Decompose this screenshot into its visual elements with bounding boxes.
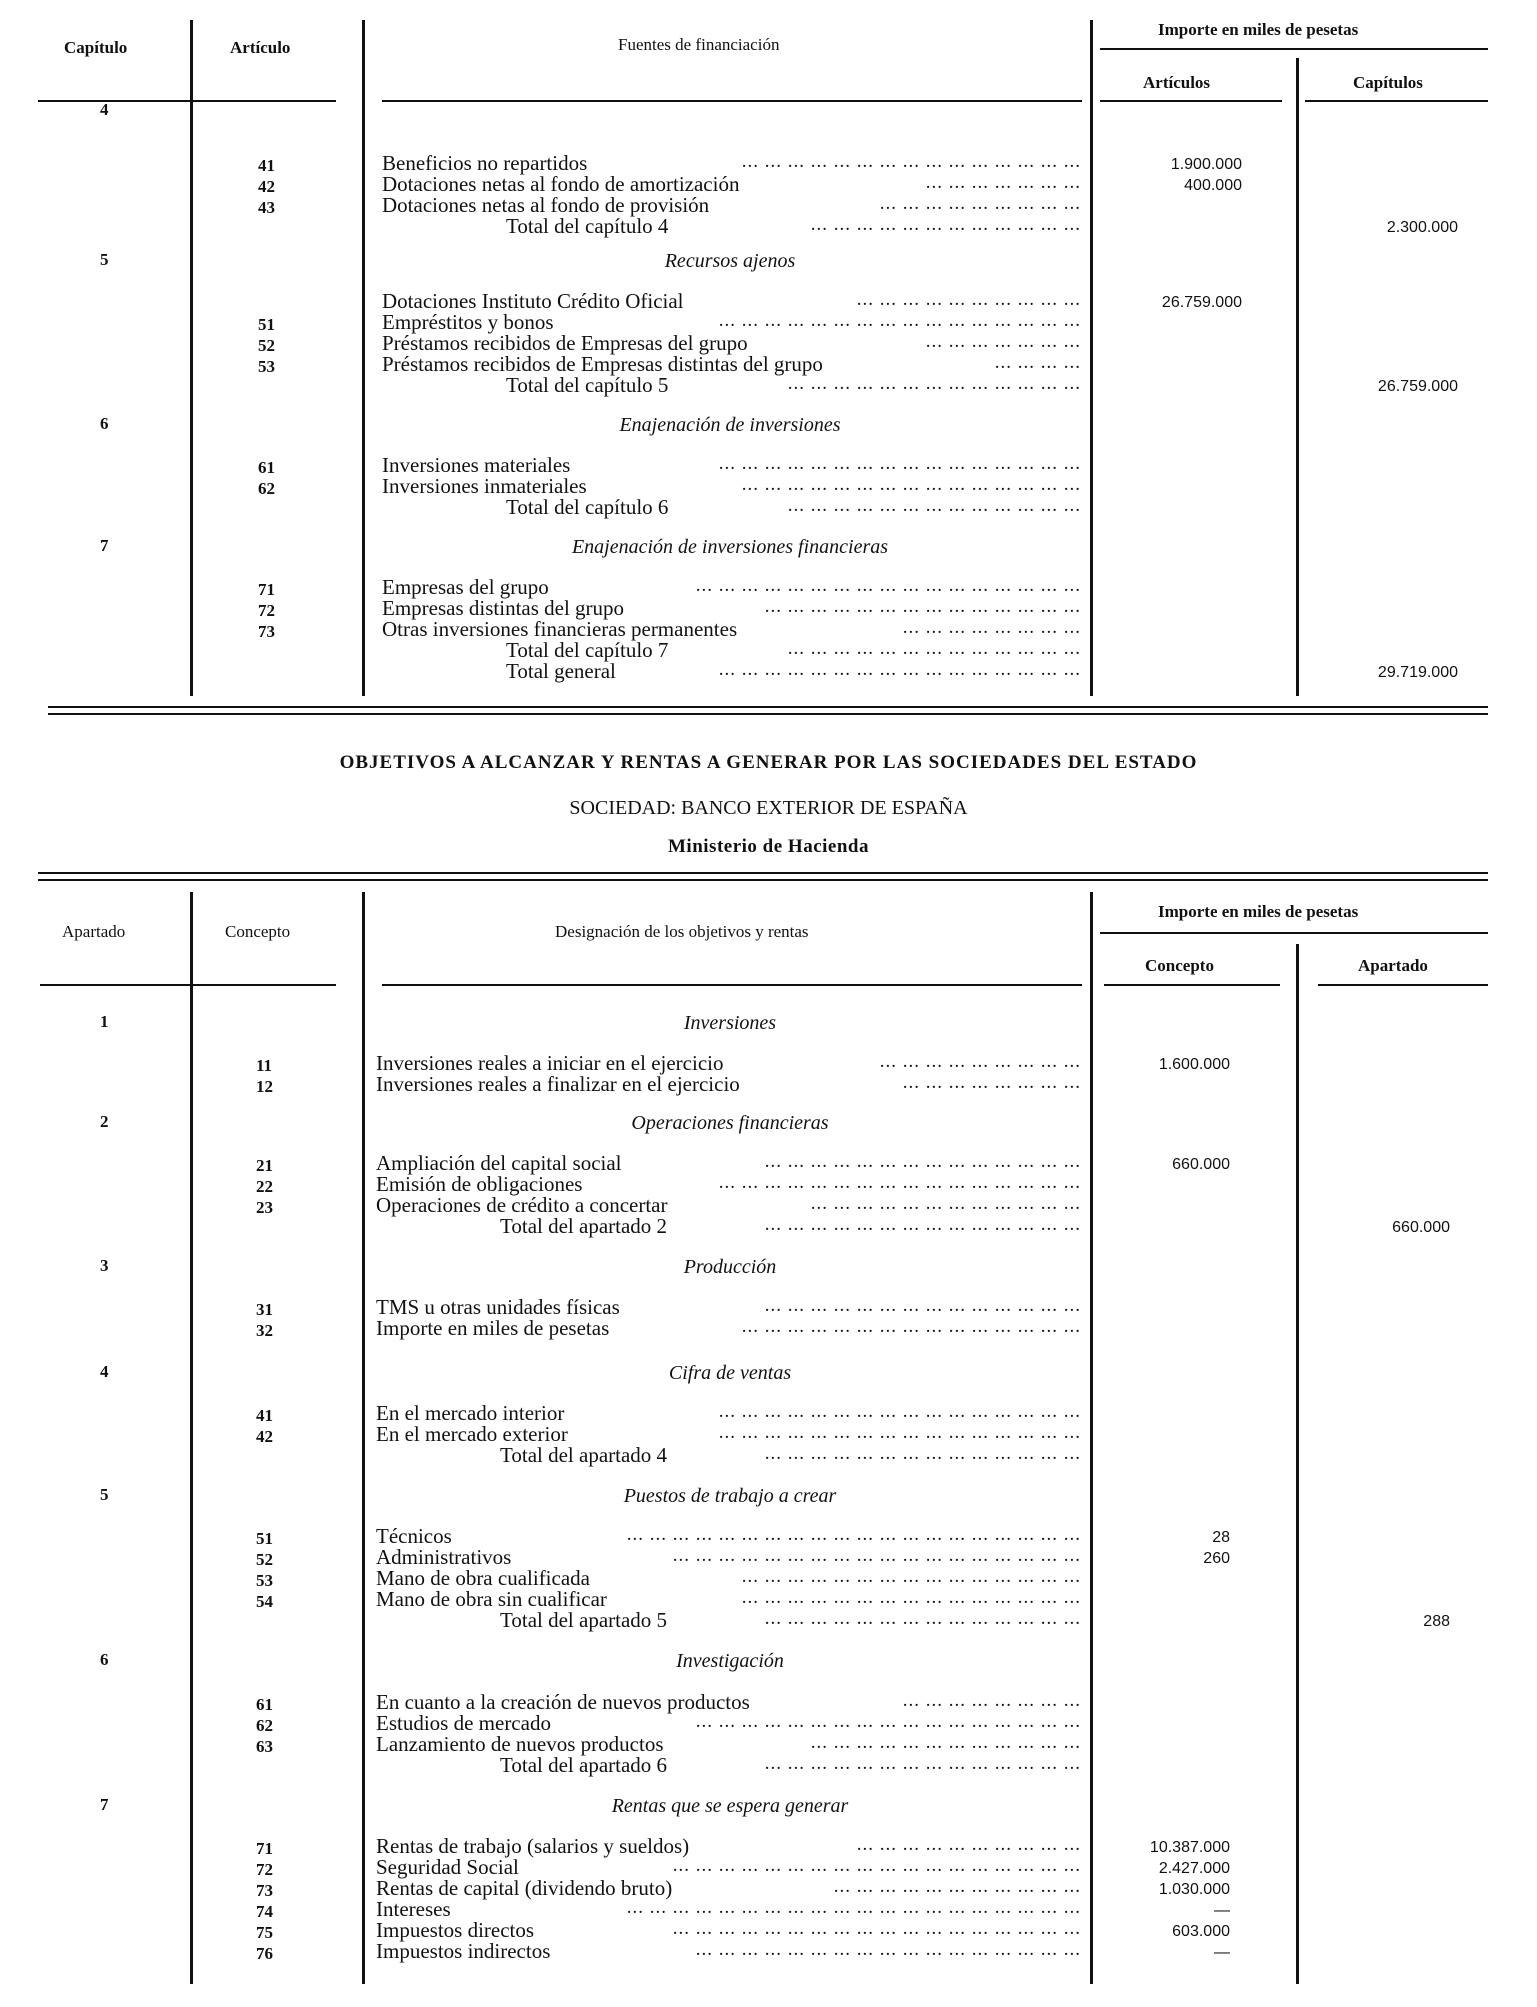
leader-dots: ... ... ... ... ... ... ... ... ... ... ... [833, 1876, 1081, 1897]
value-concepto: 1.600.000 [1158, 1056, 1230, 1073]
row-label: Importe en miles de pesetas [376, 1316, 610, 1340]
row-label: Estudios de mercado [376, 1711, 551, 1735]
section-heading: Investigación [676, 1650, 784, 1672]
header-rule [1305, 100, 1488, 102]
row-label: Mano de obra sin cualificar [376, 1587, 607, 1611]
capitulo-number: 4 [100, 100, 109, 119]
value-concepto: — [1214, 1944, 1230, 1961]
leader-dots: ... ... ... ... ... ... ... ... ... ... ... ... ... ... ... ... [718, 1172, 1081, 1193]
leader-dots: ... ... ... ... ... ... ... ... ... ... ... ... ... ... [764, 1753, 1081, 1774]
row-label: En el mercado interior [376, 1401, 565, 1425]
value-concepto: 28 [1212, 1529, 1230, 1546]
section-heading: Puestos de trabajo a crear [623, 1485, 837, 1507]
concepto-number: 53 [256, 1571, 273, 1590]
value-concepto: 260 [1203, 1550, 1230, 1567]
concepto-number: 32 [256, 1321, 273, 1340]
value-concepto: — [1214, 1902, 1230, 1919]
row-label: Mano de obra cualificada [376, 1566, 590, 1590]
leader-dots: ... ... ... ... ... ... ... ... ... ... ... ... ... ... ... ... [718, 1422, 1081, 1443]
leader-dots: ... ... ... ... ... ... ... ... ... ... ... ... ... ... [764, 596, 1081, 617]
concepto-number: 75 [256, 1923, 273, 1942]
row-label: Lanzamiento de nuevos productos [376, 1732, 664, 1756]
apartado-number: 2 [100, 1112, 109, 1131]
header-rule [382, 984, 1082, 986]
concepto-number: 31 [256, 1300, 273, 1319]
row-label: Total del capítulo 6 [506, 495, 669, 519]
column-divider [362, 20, 365, 696]
row-label: Préstamos recibidos de Empresas del grupo [382, 331, 748, 355]
row-label: Total del capítulo 5 [506, 373, 669, 397]
section-heading: Enajenación de inversiones [619, 414, 841, 436]
value-articulo: 1.900.000 [1170, 156, 1242, 173]
leader-dots: ... ... ... ... ... ... ... ... [902, 1072, 1081, 1093]
leader-dots: ... ... ... ... ... ... ... ... ... [879, 1051, 1081, 1072]
apartado-number: 4 [100, 1362, 109, 1381]
column-divider [190, 20, 193, 696]
concepto-number: 76 [256, 1944, 273, 1963]
row-label: Rentas de trabajo (salarios y sueldos) [376, 1834, 690, 1858]
row-label: Total del capítulo 7 [506, 638, 669, 662]
row-label: Beneficios no repartidos [382, 151, 588, 175]
concepto-number: 73 [256, 1881, 273, 1900]
leader-dots: ... ... ... ... ... ... ... ... ... ... ... ... ... ... ... ... [718, 1401, 1081, 1422]
articulo-number: 53 [258, 357, 275, 376]
value-apartado: 288 [1423, 1613, 1450, 1630]
row-label: Dotaciones netas al fondo de amortización [382, 172, 740, 196]
header-capitulos: Capítulos [1353, 73, 1423, 92]
column-divider [190, 892, 193, 1984]
row-label: Inversiones reales a iniciar en el ejercicio [376, 1051, 724, 1075]
double-rule [38, 872, 1488, 874]
articulo-number: 51 [258, 315, 275, 334]
row-label: Técnicos [376, 1524, 452, 1548]
section-heading: Inversiones [683, 1012, 777, 1034]
header-designacion: Designación de los objetivos y rentas [555, 922, 809, 941]
header-importe: Importe en miles de pesetas [1158, 902, 1359, 921]
row-label: Total del apartado 5 [500, 1608, 668, 1632]
row-label: Impuestos indirectos [376, 1939, 551, 1963]
column-divider [1090, 20, 1093, 696]
header-concepto: Concepto [225, 922, 291, 941]
double-rule [48, 713, 1488, 715]
leader-dots: ... ... ... ... ... ... ... ... ... [879, 193, 1081, 214]
section-heading: Cifra de ventas [668, 1362, 792, 1384]
value-apartado: 660.000 [1392, 1219, 1450, 1236]
row-label: Total del capítulo 4 [506, 214, 669, 238]
leader-dots: ... ... ... ... ... ... ... ... ... ... ... ... ... ... [764, 1151, 1081, 1172]
concepto-number: 62 [256, 1716, 273, 1735]
apartado-number: 1 [100, 1012, 109, 1031]
capitulo-number: 5 [100, 250, 109, 269]
section-heading: Rentas que se espera generar [611, 1795, 849, 1817]
row-label: En cuanto a la creación de nuevos productos [376, 1690, 750, 1714]
articulo-number: 62 [258, 479, 275, 498]
header-rule [40, 984, 336, 986]
leader-dots: ... ... ... ... ... ... ... ... ... ... ... ... [810, 214, 1081, 235]
leader-dots: ... ... ... ... ... ... ... ... ... ... ... ... ... ... ... ... [718, 659, 1081, 680]
leader-dots: ... ... ... ... ... ... ... ... ... ... ... ... ... ... ... ... ... [695, 1939, 1081, 1960]
leader-dots: ... ... ... ... ... ... ... [925, 331, 1081, 352]
value-concepto: 603.000 [1172, 1923, 1230, 1940]
section-title: OBJETIVOS A ALCANZAR Y RENTAS A GENERAR POR LAS SOCIEDADES DEL ESTADO [339, 752, 1198, 773]
leader-dots: ... ... ... ... ... ... ... ... ... ... ... ... ... ... ... ... ... [695, 575, 1081, 596]
header-apartado: Apartado [62, 922, 126, 941]
leader-dots: ... ... ... ... ... ... ... ... ... ... ... ... ... [787, 373, 1081, 394]
apartado-number: 5 [100, 1485, 109, 1504]
leader-dots: ... ... ... ... ... ... ... ... ... ... ... ... ... ... ... ... [718, 453, 1081, 474]
row-label: Inversiones materiales [382, 453, 571, 477]
column-divider [1296, 944, 1299, 1984]
header-rule [1100, 48, 1488, 50]
row-label: Seguridad Social [376, 1855, 519, 1879]
section-ministry: Ministerio de Hacienda [668, 836, 869, 857]
header-rule [1104, 984, 1280, 986]
leader-dots: ... ... ... ... ... ... ... ... ... ... ... ... ... ... ... ... ... ... ... ... [626, 1897, 1081, 1918]
leader-dots: ... ... ... ... ... ... ... ... ... ... ... ... ... ... [764, 1295, 1081, 1316]
section-heading: Enajenación de inversiones financieras [571, 536, 889, 558]
concepto-number: 61 [256, 1695, 273, 1714]
concepto-number: 41 [256, 1406, 273, 1425]
double-rule [38, 879, 1488, 881]
leader-dots: ... ... ... ... ... ... ... ... ... ... ... ... ... ... ... [741, 151, 1081, 172]
row-label: Total del apartado 2 [500, 1214, 668, 1238]
row-label: Operaciones de crédito a concertar [376, 1193, 668, 1217]
concepto-number: 51 [256, 1529, 273, 1548]
concepto-number: 23 [256, 1198, 273, 1217]
articulo-number: 42 [258, 177, 275, 196]
double-rule [48, 706, 1488, 708]
concepto-number: 72 [256, 1860, 273, 1879]
articulo-number: 61 [258, 458, 275, 477]
concepto-number: 71 [256, 1839, 273, 1858]
column-divider [1090, 892, 1093, 1984]
capitulo-number: 7 [100, 536, 109, 555]
header-articulo: Artículo [230, 38, 291, 57]
section-heading: Recursos ajenos [664, 250, 796, 272]
row-label: Otras inversiones financieras permanentes [382, 617, 738, 641]
row-label: Inversiones reales a finalizar en el ejercicio [376, 1072, 740, 1096]
leader-dots: ... ... ... ... ... ... ... ... ... ... ... ... ... [787, 638, 1081, 659]
row-label: Empréstitos y bonos [382, 310, 554, 334]
column-divider [1296, 58, 1299, 696]
leader-dots: ... ... ... ... ... ... ... ... ... ... ... ... ... ... ... ... ... [695, 1711, 1081, 1732]
leader-dots: ... ... ... ... ... ... ... ... ... ... ... ... ... ... ... ... ... ... [672, 1855, 1081, 1876]
row-label: Total general [506, 659, 616, 683]
articulo-number: 52 [258, 336, 275, 355]
leader-dots: ... ... ... ... ... ... ... ... [902, 617, 1081, 638]
value-concepto: 10.387.000 [1149, 1839, 1230, 1856]
section-heading: Producción [683, 1256, 777, 1278]
leader-dots: ... ... ... ... ... ... ... ... ... ... ... ... [810, 1193, 1081, 1214]
concepto-number: 42 [256, 1427, 273, 1446]
row-label: Dotaciones netas al fondo de provisión [382, 193, 710, 217]
leader-dots: ... ... ... ... ... ... ... ... ... ... ... ... ... ... ... ... [718, 310, 1081, 331]
capitulo-number: 6 [100, 414, 109, 433]
apartado-number: 3 [100, 1256, 109, 1275]
leader-dots: ... ... ... ... ... ... ... ... [902, 1690, 1081, 1711]
value-concepto: 660.000 [1172, 1156, 1230, 1173]
leader-dots: ... ... ... ... ... ... ... ... ... ... ... ... ... ... ... ... ... ... [672, 1545, 1081, 1566]
apartado-number: 7 [100, 1795, 109, 1814]
concepto-number: 21 [256, 1156, 273, 1175]
row-label: Empresas del grupo [382, 575, 549, 599]
leader-dots: ... ... ... ... ... ... ... ... ... ... ... ... ... ... [764, 1214, 1081, 1235]
leader-dots: ... ... ... ... ... ... ... [925, 172, 1081, 193]
leader-dots: ... ... ... ... ... ... ... ... ... ... ... ... [810, 1732, 1081, 1753]
row-label: Total del apartado 6 [500, 1753, 668, 1777]
value-capitulo: 29.719.000 [1377, 664, 1458, 681]
header-capitulo: Capítulo [64, 38, 128, 57]
header-fuentes: Fuentes de financiación [618, 35, 780, 54]
row-label: Administrativos [376, 1545, 512, 1569]
header-rule [38, 100, 336, 102]
articulo-number: 72 [258, 601, 275, 620]
articulo-number: 43 [258, 198, 275, 217]
leader-dots: ... ... ... ... ... ... ... ... ... ... ... ... ... ... ... [741, 474, 1081, 495]
column-divider [362, 892, 365, 1984]
leader-dots: ... ... ... ... ... ... ... ... ... ... ... ... ... ... [764, 1608, 1081, 1629]
concepto-number: 74 [256, 1902, 273, 1921]
value-articulo: 400.000 [1184, 177, 1242, 194]
concepto-number: 52 [256, 1550, 273, 1569]
header-rule [1100, 100, 1282, 102]
header-importe: Importe en miles de pesetas [1158, 20, 1359, 39]
header-apartado-col: Apartado [1358, 956, 1428, 975]
section-company: SOCIEDAD: BANCO EXTERIOR DE ESPAÑA [569, 797, 968, 819]
leader-dots: ... ... ... ... ... ... ... ... ... ... ... ... ... [787, 495, 1081, 516]
leader-dots: ... ... ... ... ... ... ... ... ... ... ... ... ... ... ... [741, 1566, 1081, 1587]
row-label: Ampliación del capital social [376, 1151, 622, 1175]
row-label: Intereses [376, 1897, 451, 1921]
header-rule [382, 100, 1082, 102]
value-capitulo: 26.759.000 [1377, 378, 1458, 395]
leader-dots: ... ... ... ... ... ... ... ... ... ... ... ... ... ... ... ... ... ... ... ... [626, 1524, 1081, 1545]
row-label: Total del apartado 4 [500, 1443, 668, 1467]
header-rule [1100, 932, 1488, 934]
header-articulos: Artículos [1143, 73, 1211, 92]
value-capitulo: 2.300.000 [1386, 219, 1458, 236]
articulo-number: 41 [258, 156, 275, 175]
row-label: TMS u otras unidades físicas [376, 1295, 620, 1319]
header-concepto-col: Concepto [1145, 956, 1214, 975]
articulo-number: 71 [258, 580, 275, 599]
row-label: Empresas distintas del grupo [382, 596, 625, 620]
row-label: Dotaciones Instituto Crédito Oficial [382, 289, 684, 313]
header-rule [1318, 984, 1488, 986]
value-concepto: 2.427.000 [1158, 1860, 1230, 1877]
articulo-number: 73 [258, 622, 275, 641]
concepto-number: 11 [256, 1056, 273, 1075]
leader-dots: ... ... ... ... ... ... ... ... ... ... [856, 289, 1081, 310]
leader-dots: ... ... ... ... ... ... ... ... ... ... ... ... ... ... [764, 1443, 1081, 1464]
leader-dots: ... ... ... ... ... ... ... ... ... ... ... ... ... ... ... [741, 1316, 1081, 1337]
concepto-number: 22 [256, 1177, 273, 1196]
row-label: Inversiones inmateriales [382, 474, 587, 498]
leader-dots: ... ... ... ... ... ... ... ... ... ... [856, 1834, 1081, 1855]
row-label: Impuestos directos [376, 1918, 535, 1942]
concepto-number: 63 [256, 1737, 273, 1756]
row-label: Préstamos recibidos de Empresas distintas del grupo [382, 352, 823, 376]
value-concepto: 1.030.000 [1158, 1881, 1230, 1898]
section-heading: Operaciones financieras [631, 1112, 829, 1134]
concepto-number: 12 [256, 1077, 273, 1096]
leader-dots: ... ... ... ... ... ... ... ... ... ... ... ... ... ... ... ... ... ... [672, 1918, 1081, 1939]
apartado-number: 6 [100, 1650, 109, 1669]
value-articulo: 26.759.000 [1161, 294, 1242, 311]
row-label: Emisión de obligaciones [376, 1172, 583, 1196]
row-label: En el mercado exterior [376, 1422, 568, 1446]
row-label: Rentas de capital (dividendo bruto) [376, 1876, 673, 1900]
concepto-number: 54 [256, 1592, 273, 1611]
leader-dots: ... ... ... ... [994, 352, 1081, 373]
leader-dots: ... ... ... ... ... ... ... ... ... ... ... ... ... ... ... [741, 1587, 1081, 1608]
